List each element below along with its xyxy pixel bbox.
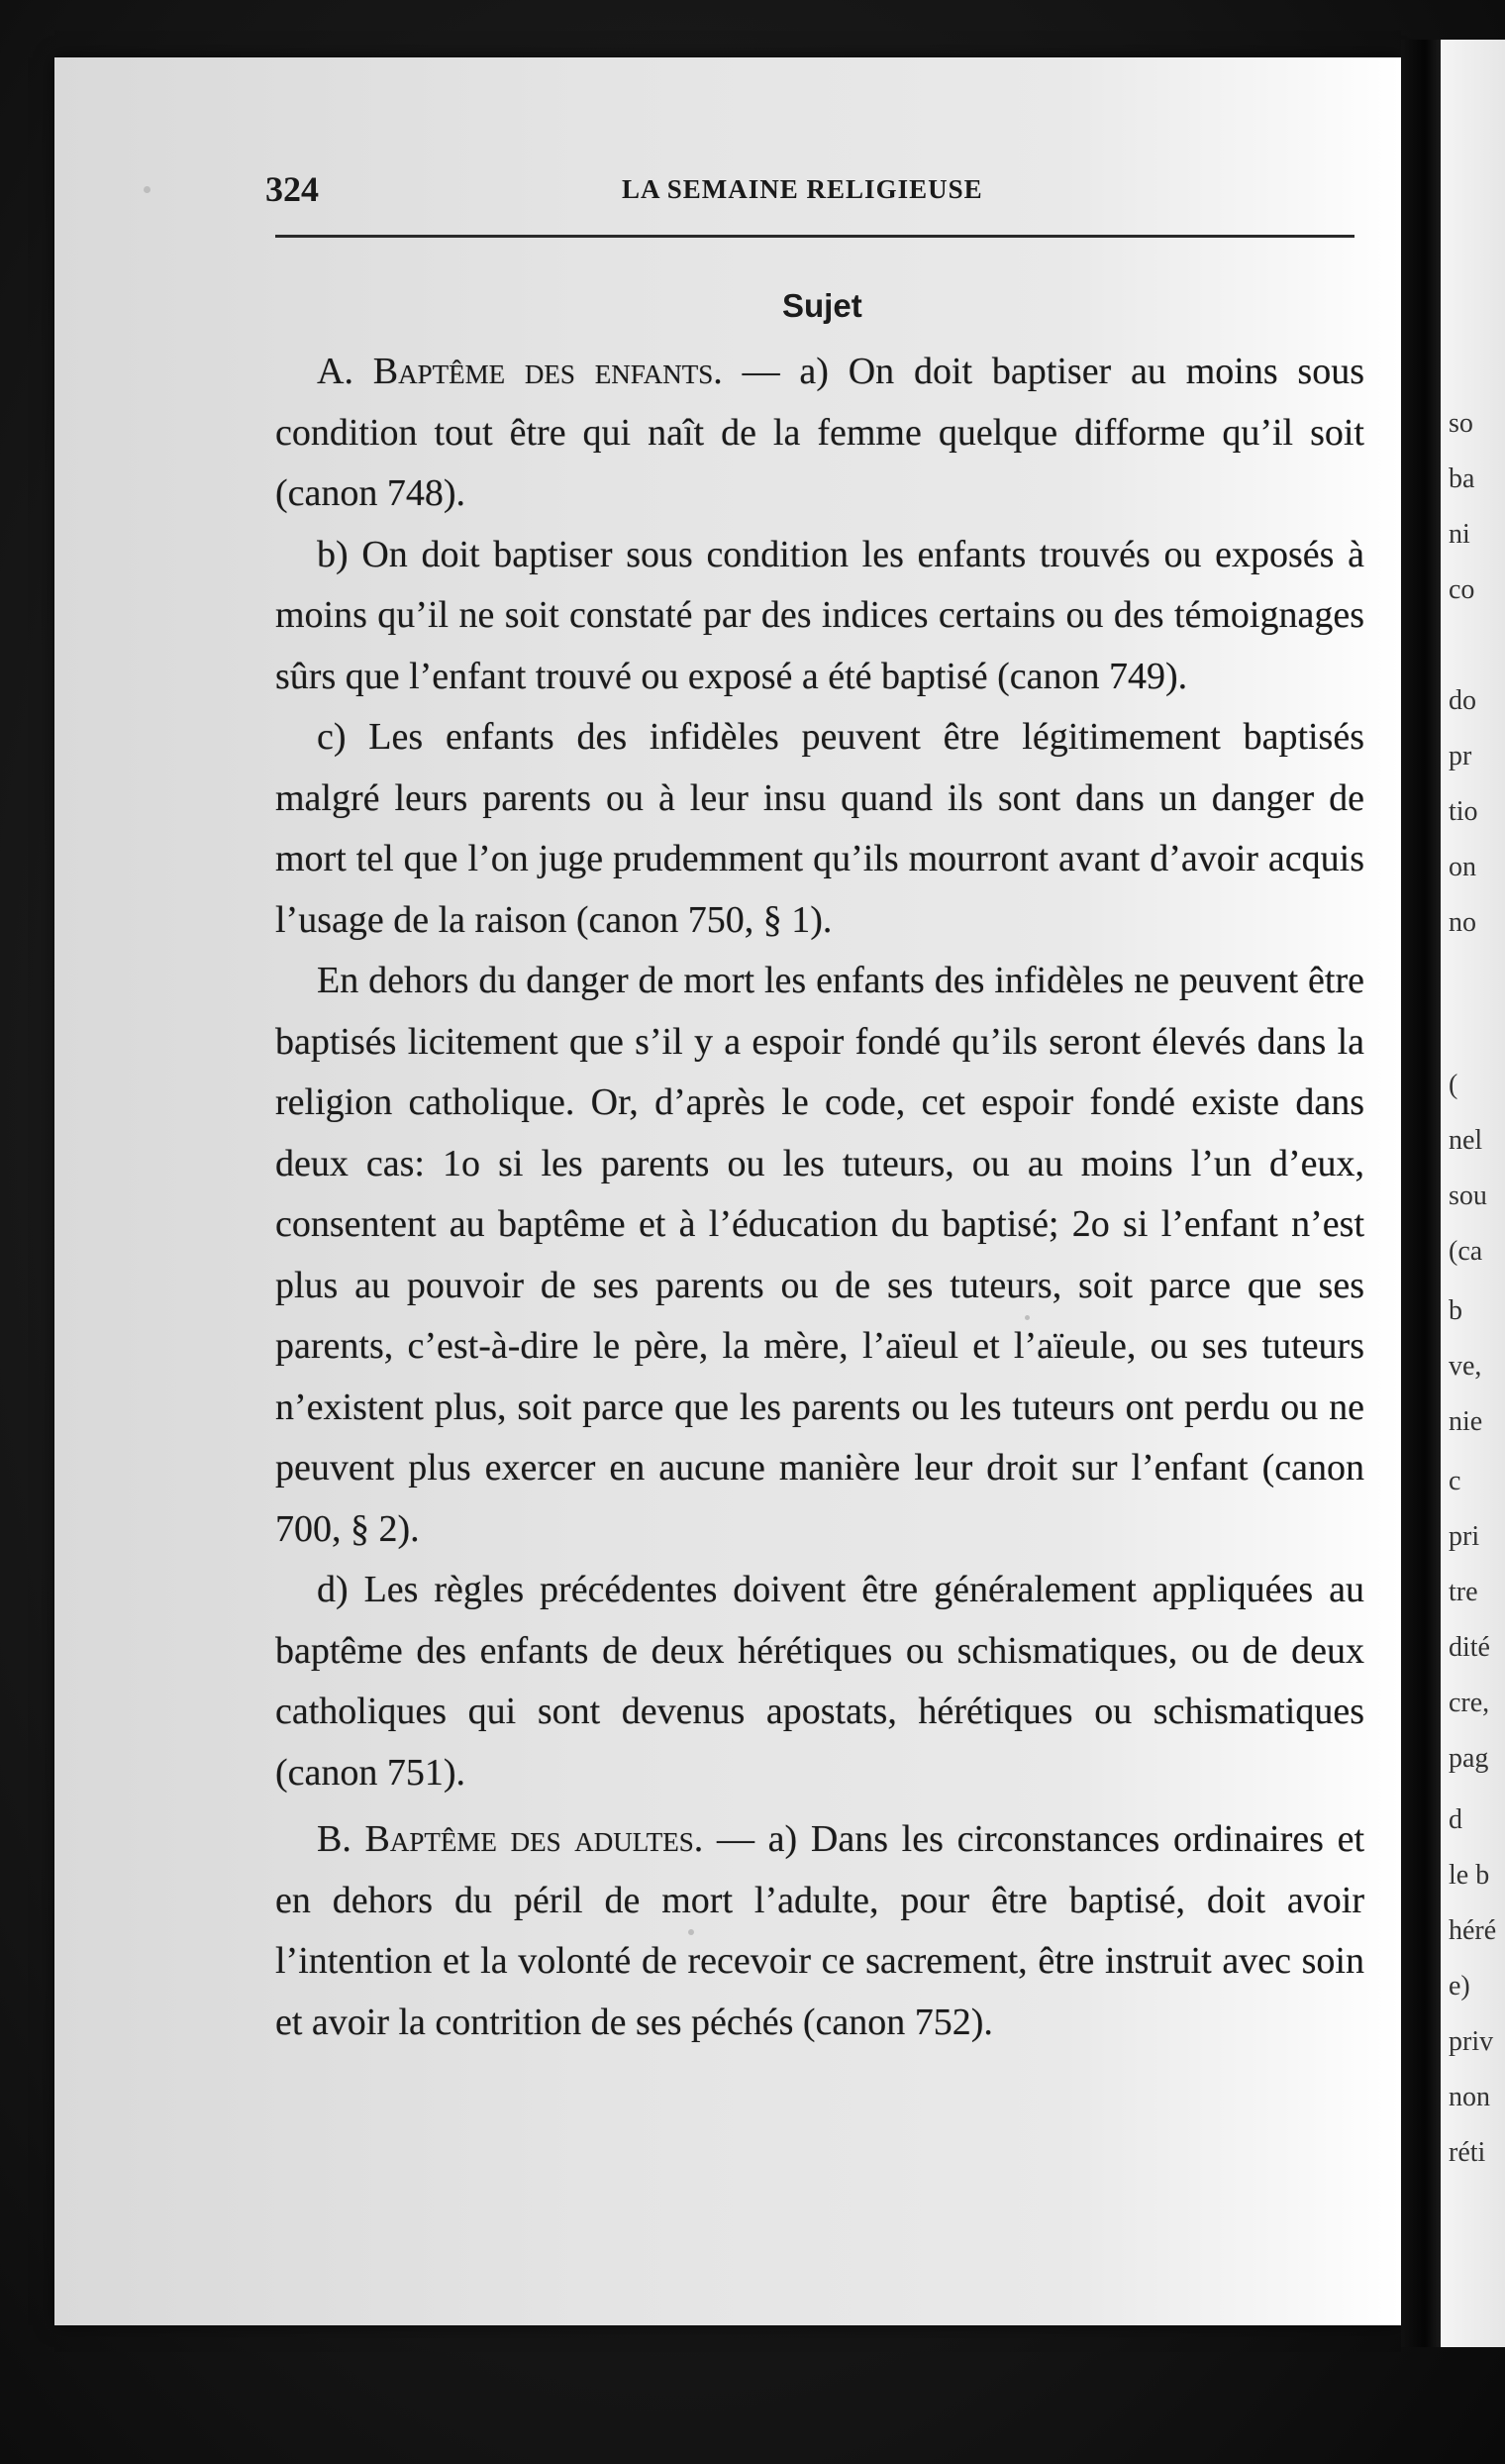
- facing-fragment: (: [1449, 1070, 1458, 1100]
- facing-fragment: ve,: [1449, 1351, 1482, 1382]
- paragraph-c: c) Les enfants des infidèles peuvent être légitimement baptisés malgré leurs parents ou à leur insu quand ils sont dans un danger de mort tel que l’on juge prudemment qu’ils mourront avant d’avoir acquis l’usage de la raison (canon 750, § 1).: [275, 716, 1364, 941]
- facing-fragment: do: [1449, 685, 1476, 716]
- facing-fragment: nie: [1449, 1406, 1483, 1437]
- paragraph-section-b-text: — a) Dans les circonstances ordinaires et en dehors du péril de mort l’adulte, pour être baptisé, doit avoir l’intention et la volonté de recevoir ce sacrement, être instruit avec soin et avoir la contrition de ses péchés (canon 752).: [275, 1818, 1365, 2043]
- paragraph-a-text: — a) On doit baptiser au moins sous condition tout être qui naît de la femme quelque difforme qu’il soit (canon 748).: [275, 351, 1365, 514]
- facing-fragment: so: [1449, 408, 1473, 439]
- body-text: [275, 342, 1364, 2053]
- paragraph-d: d) Les règles précédentes doivent être généralement appliquées au baptême des enfants de deux hérétiques ou schismatiques, ou de deux catholiques qui sont devenus apostats, hérétiques ou schismatiques (canon 751).: [275, 1569, 1364, 1794]
- page-header: [265, 168, 1364, 214]
- facing-fragment: e): [1449, 1971, 1470, 2002]
- facing-fragment: co: [1449, 574, 1475, 605]
- facing-fragment: pri: [1449, 1521, 1480, 1552]
- facing-fragment: le b: [1449, 1860, 1490, 1891]
- facing-fragment: réti: [1449, 2137, 1486, 2168]
- facing-fragment: tre: [1449, 1577, 1478, 1607]
- facing-fragment: no: [1449, 907, 1476, 938]
- facing-fragment: non: [1449, 2082, 1490, 2112]
- running-title: LA SEMAINE RELIGIEUSE: [622, 174, 983, 204]
- paragraph-b: b) On doit baptiser sous condition les enfants trouvés ou exposés à moins qu’il ne soit constaté par des indices certains ou des témoignages sûrs que l’enfant trouvé ou exposé a été baptisé (canon 749).: [275, 533, 1364, 697]
- facing-fragment: priv: [1449, 2026, 1494, 2057]
- paragraph-section-b: [275, 1809, 1364, 2053]
- facing-fragment: pr: [1449, 741, 1472, 771]
- facing-fragment: sou: [1449, 1181, 1487, 1211]
- header-rule: [275, 235, 1354, 238]
- paragraph-c-continued: En dehors du danger de mort les enfants des infidèles ne peuvent être baptisés licitement que s’il y a espoir fondé qu’ils seront élevés dans la religion catholique. Or, d’après le code, cet espoir fondé existe dans deux cas: 1o si les parents ou les tuteurs, ou au moins l’un d’eux, consentent au baptême et à l’éducation du baptisé; 2o si l’enfant n’est plus au pouvoir de ses parents ou de ses tuteurs, soit parce que ses parents, c’est-à-dire le père, la mère, l’aïeul et l’aïeule, ou ses tuteurs n’existent plus, soit parce que les parents ou les tuteurs ont perdu ou ne peuvent plus exercer en aucune manière leur droit sur l’enfant (canon 700, § 2).: [275, 960, 1364, 1550]
- facing-fragment: on: [1449, 852, 1476, 882]
- facing-fragment: héré: [1449, 1915, 1497, 1946]
- facing-fragment: (ca: [1449, 1236, 1483, 1267]
- book-gutter: [1401, 40, 1441, 2347]
- facing-fragment: nel: [1449, 1125, 1483, 1156]
- facing-fragment: cre,: [1449, 1688, 1490, 1718]
- facing-fragment: b: [1449, 1295, 1462, 1326]
- paragraph-a: [275, 342, 1364, 525]
- facing-fragment: ni: [1449, 519, 1470, 550]
- facing-fragment: ba: [1449, 463, 1475, 494]
- paper-speck: [144, 186, 150, 193]
- section-heading: Sujet: [782, 287, 862, 324]
- facing-fragment: pag: [1449, 1743, 1489, 1774]
- page-number: 324: [265, 169, 319, 209]
- section-a-lead: A. Baptême des enfants.: [317, 351, 723, 392]
- facing-fragment: tio: [1449, 796, 1478, 827]
- facing-fragment: d: [1449, 1804, 1462, 1835]
- facing-page-edge: [1441, 40, 1505, 2347]
- facing-fragment: c: [1449, 1466, 1461, 1496]
- facing-fragment: dité: [1449, 1632, 1490, 1663]
- section-b-lead: B. Baptême des adultes.: [317, 1818, 704, 1860]
